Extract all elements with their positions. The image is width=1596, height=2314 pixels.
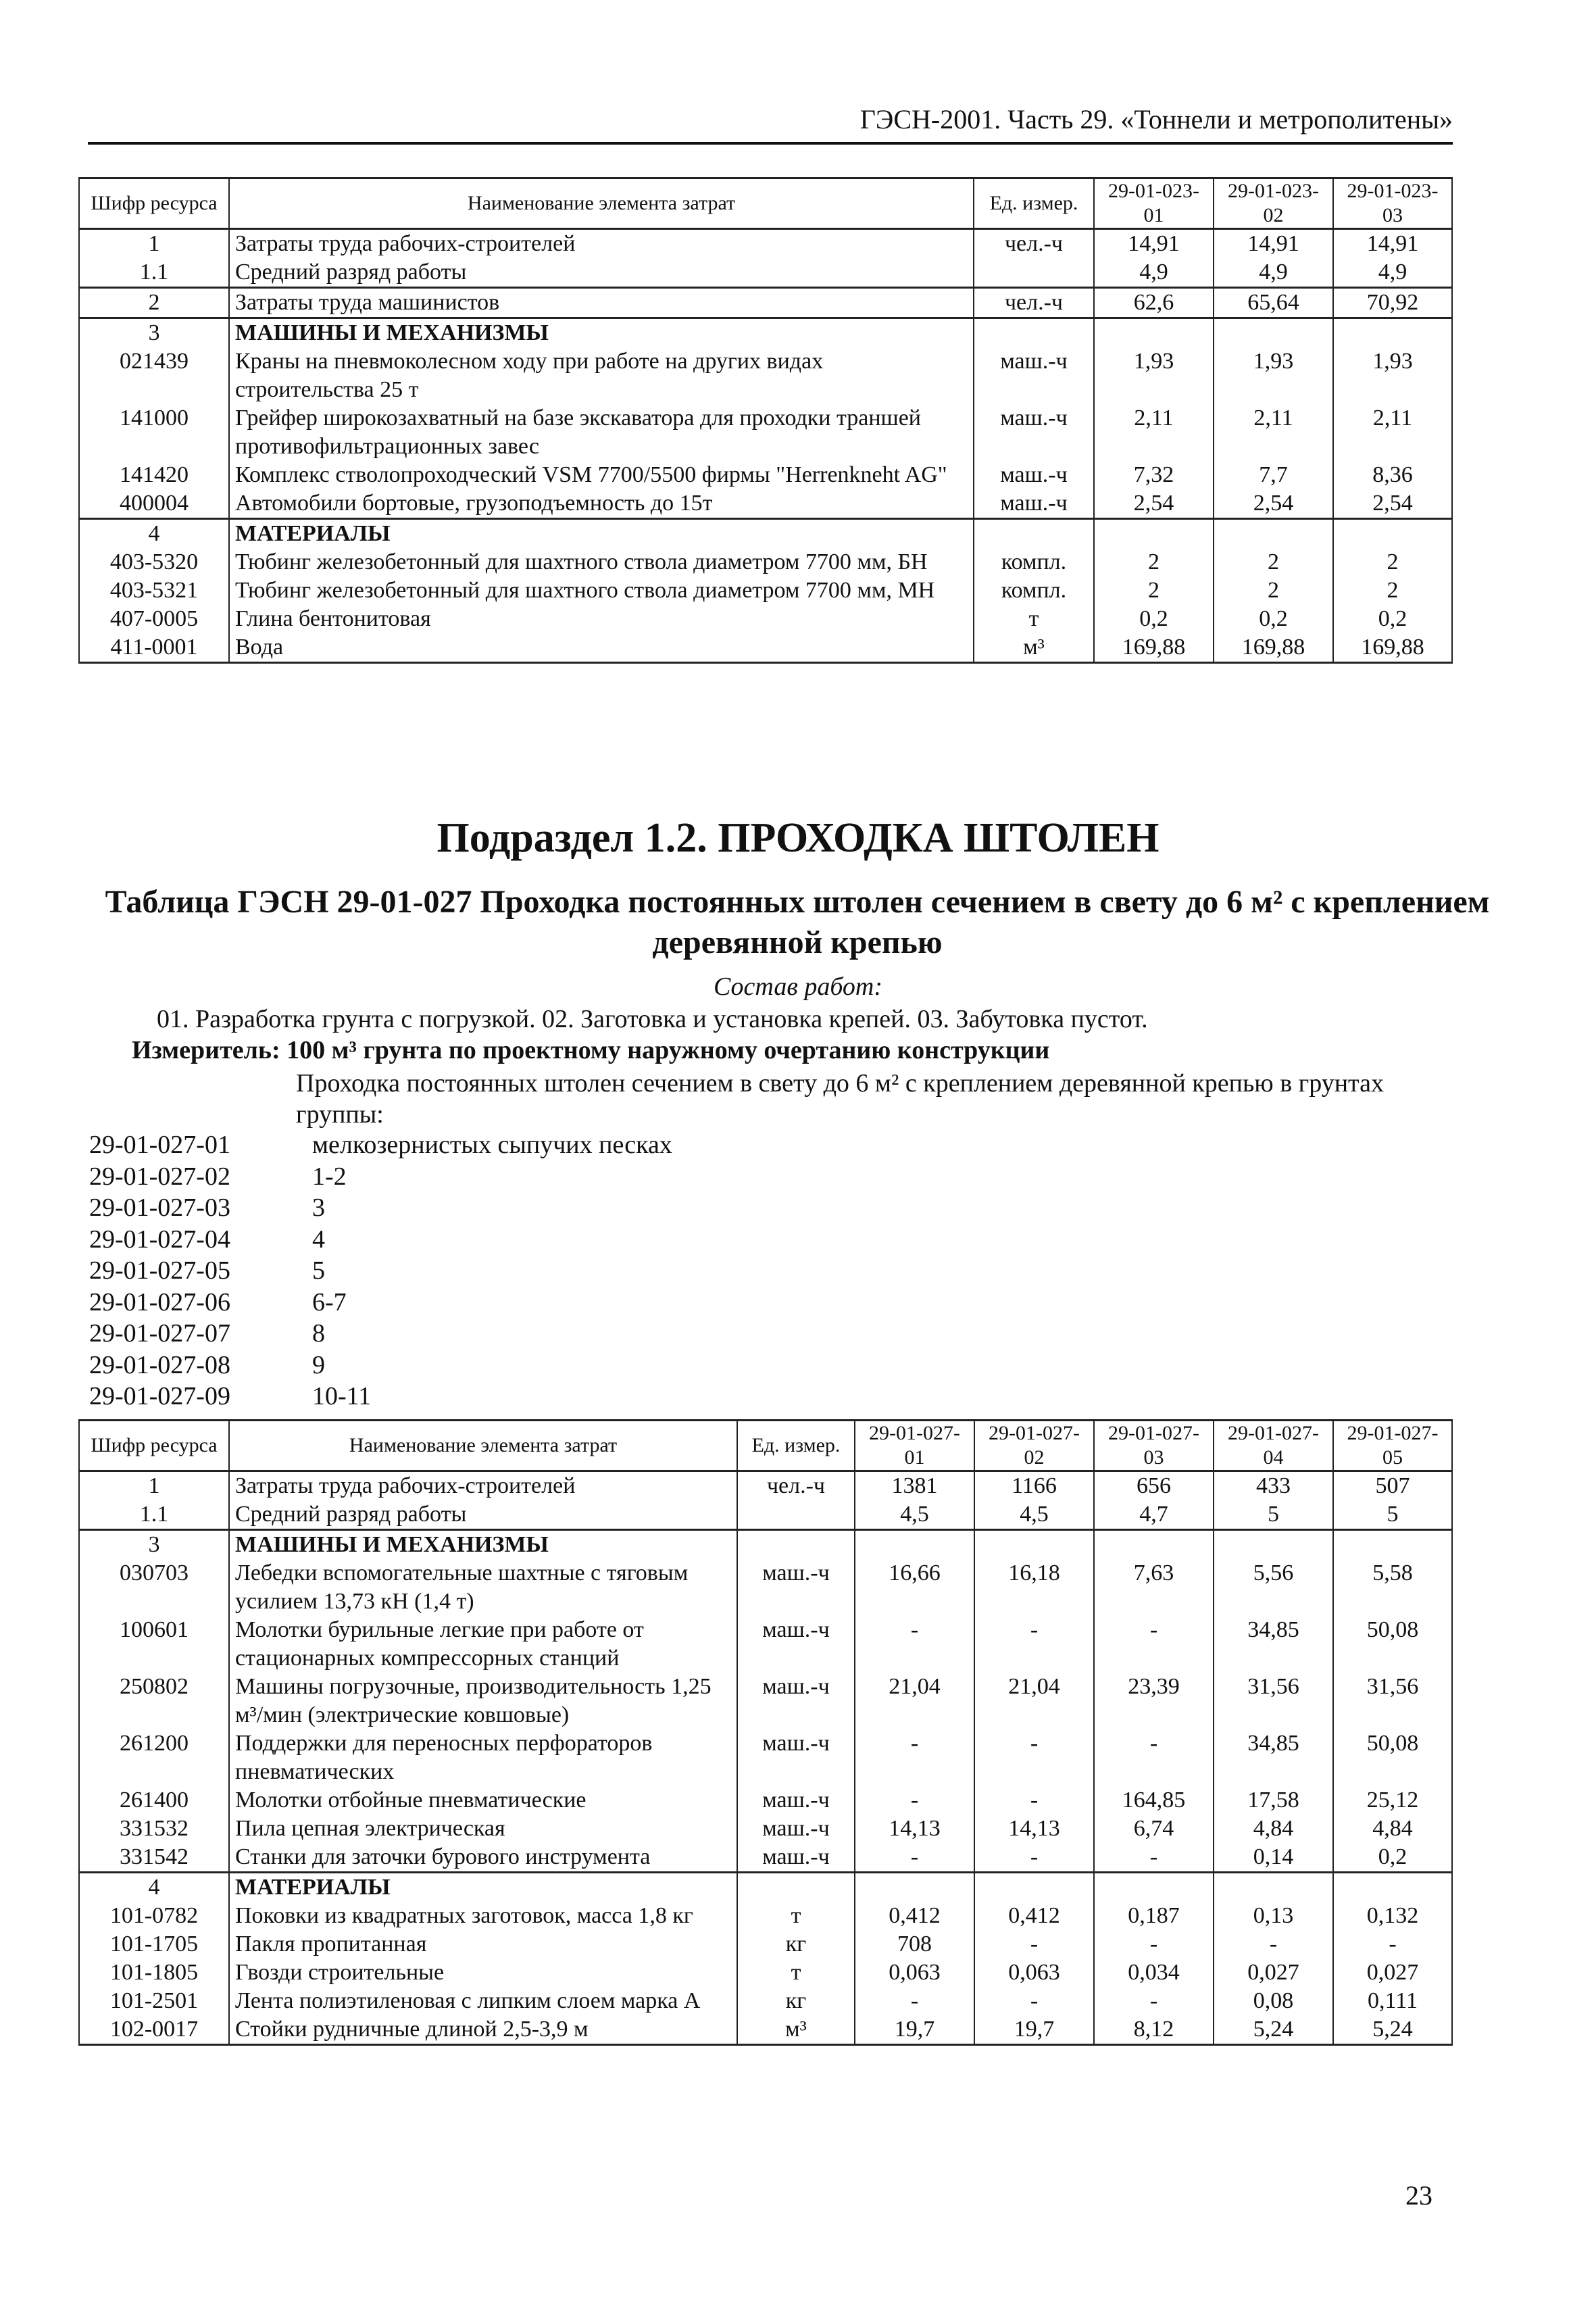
header-col: 29-01-027-01 xyxy=(855,1421,974,1471)
cell-value: - xyxy=(974,1930,1094,1959)
cell-value: 2 xyxy=(1094,548,1214,576)
cell-value: 4,7 xyxy=(1094,1500,1214,1530)
cell-name: Молотки бурильные легкие при работе от стационарных компрессорных станций xyxy=(229,1616,737,1673)
cell-value: - xyxy=(974,1786,1094,1815)
cell-value: - xyxy=(1094,1930,1214,1959)
cell-value: 5 xyxy=(1333,1500,1452,1530)
cell-unit: маш.-ч xyxy=(737,1673,855,1729)
cell-code: 021439 xyxy=(79,347,229,404)
cell-code: 4 xyxy=(79,519,229,549)
cell-value: 708 xyxy=(855,1930,974,1959)
table-row xyxy=(79,288,1452,318)
cell-code: 101-1805 xyxy=(79,1959,229,1987)
table-row xyxy=(79,229,1452,259)
cell-unit: т xyxy=(974,605,1094,633)
code-value: 3 xyxy=(312,1193,325,1222)
cell-code: 1 xyxy=(79,1471,229,1501)
table-row xyxy=(79,576,1452,605)
resource-table-023 xyxy=(78,177,1453,664)
page-number: 23 xyxy=(1405,2180,1432,2211)
code-value: 4 xyxy=(312,1225,325,1254)
code-list-item xyxy=(89,1224,672,1256)
header-col: 29-01-023-02 xyxy=(1214,178,1333,229)
cell-unit: маш.-ч xyxy=(737,1843,855,1873)
code-key: 29-01-027-08 xyxy=(89,1350,230,1379)
cell-name: Краны на пневмоколесном ходу при работе на других видах строительства 25 т xyxy=(229,347,974,404)
table-row xyxy=(79,404,1452,461)
subsection-title: Подраздел 1.2. ПРОХОДКА ШТОЛЕН xyxy=(437,815,1159,861)
cell-value xyxy=(1094,318,1214,348)
works-list: 01. Разработка грунта с погрузкой. 02. Заготовка и установка крепей. 03. Забутовка пустот. xyxy=(157,1005,1148,1033)
cell-unit xyxy=(974,519,1094,549)
table-row xyxy=(79,1873,1452,1902)
page-header: ГЭСН-2001. Часть 29. «Тоннели и метрополитены» xyxy=(88,103,1453,145)
cell-value: 1166 xyxy=(974,1471,1094,1501)
header-col: 29-01-023-01 xyxy=(1094,178,1214,229)
cell-value: 7,7 xyxy=(1214,461,1333,489)
code-key: 29-01-027-06 xyxy=(89,1287,230,1316)
code-list-item xyxy=(89,1318,672,1350)
cell-value xyxy=(1333,1530,1452,1560)
table-row xyxy=(79,318,1452,348)
cell-value: 50,08 xyxy=(1333,1616,1452,1673)
cell-name: Тюбинг железобетонный для шахтного ствола диаметром 7700 мм, МН xyxy=(229,576,974,605)
cell-value: 21,04 xyxy=(855,1673,974,1729)
cell-name: Станки для заточки бурового инструмента xyxy=(229,1843,737,1873)
cell-unit xyxy=(737,1530,855,1560)
cell-value: 62,6 xyxy=(1094,288,1214,318)
cell-value: 5,56 xyxy=(1214,1559,1333,1616)
cell-code: 400004 xyxy=(79,489,229,519)
code-list-item xyxy=(89,1129,672,1161)
cell-unit: компл. xyxy=(974,576,1094,605)
code-list-item xyxy=(89,1192,672,1224)
code-value: 10-11 xyxy=(312,1382,372,1410)
cell-code: 261400 xyxy=(79,1786,229,1815)
cell-code: 102-0017 xyxy=(79,2015,229,2045)
code-value: 6-7 xyxy=(312,1287,347,1316)
cell-unit xyxy=(737,1500,855,1530)
cell-value: 0,063 xyxy=(974,1959,1094,1987)
cell-value: 0,08 xyxy=(1214,1987,1333,2015)
table-row xyxy=(79,1930,1452,1959)
table-row xyxy=(79,1959,1452,1987)
cell-code: 100601 xyxy=(79,1616,229,1673)
table-title: Таблица ГЭСН 29-01-027 Проходка постоянных штолен сечением в свету до 6 м² с креплением деревянной крепью xyxy=(105,884,1490,960)
table-row xyxy=(79,1471,1452,1501)
cell-name: Комплекс стволопроходческий VSM 7700/5500 фирмы "Herrenkneht AG" xyxy=(229,461,974,489)
table-row xyxy=(79,519,1452,549)
cell-value: 0,2 xyxy=(1333,1843,1452,1873)
header-code: Шифр ресурса xyxy=(79,178,229,229)
cell-unit: м³ xyxy=(737,2015,855,2045)
header-col: 29-01-027-02 xyxy=(974,1421,1094,1471)
code-value: 5 xyxy=(312,1256,325,1285)
cell-code: 101-0782 xyxy=(79,1902,229,1930)
works-title: Состав работ: xyxy=(713,973,883,1001)
cell-value: 0,034 xyxy=(1094,1959,1214,1987)
code-value: 8 xyxy=(312,1319,325,1348)
code-list-item xyxy=(89,1350,672,1381)
cell-name: Стойки рудничные длиной 2,5-3,9 м xyxy=(229,2015,737,2045)
cell-value: 19,7 xyxy=(855,2015,974,2045)
cell-value xyxy=(1214,1530,1333,1560)
code-key: 29-01-027-05 xyxy=(89,1256,230,1285)
cell-unit: чел.-ч xyxy=(737,1471,855,1501)
header-col: 29-01-027-05 xyxy=(1333,1421,1452,1471)
cell-unit: маш.-ч xyxy=(737,1559,855,1616)
cell-name: Затраты труда машинистов xyxy=(229,288,974,318)
table-row xyxy=(79,1987,1452,2015)
cell-value xyxy=(1094,519,1214,549)
table-row xyxy=(79,1843,1452,1873)
cell-value: - xyxy=(974,1616,1094,1673)
code-value: 9 xyxy=(312,1350,325,1379)
cell-value: 433 xyxy=(1214,1471,1333,1501)
table-row xyxy=(79,1673,1452,1729)
table-row xyxy=(79,1559,1452,1616)
cell-name: Затраты труда рабочих-строителей xyxy=(229,1471,737,1501)
cell-value: 5,24 xyxy=(1333,2015,1452,2045)
cell-value: 21,04 xyxy=(974,1673,1094,1729)
table-row xyxy=(79,605,1452,633)
resource-table-027 xyxy=(78,1419,1453,2046)
cell-name: Поковки из квадратных заготовок, масса 1,8 кг xyxy=(229,1902,737,1930)
header-name: Наименование элемента затрат xyxy=(229,1421,737,1471)
cell-unit: т xyxy=(737,1902,855,1930)
cell-value: 0,187 xyxy=(1094,1902,1214,1930)
cell-unit: т xyxy=(737,1959,855,1987)
table-row xyxy=(79,461,1452,489)
cell-value: 2,11 xyxy=(1094,404,1214,461)
cell-value: 65,64 xyxy=(1214,288,1333,318)
cell-code: 3 xyxy=(79,318,229,348)
cell-value xyxy=(974,1873,1094,1902)
cell-unit: маш.-ч xyxy=(974,489,1094,519)
cell-value: - xyxy=(1094,1843,1214,1873)
cell-value: 16,18 xyxy=(974,1559,1094,1616)
cell-code: 3 xyxy=(79,1530,229,1560)
cell-value xyxy=(1333,519,1452,549)
cell-value: 19,7 xyxy=(974,2015,1094,2045)
cell-code: 407-0005 xyxy=(79,605,229,633)
cell-value: 0,412 xyxy=(855,1902,974,1930)
cell-value: - xyxy=(974,1843,1094,1873)
code-key: 29-01-027-02 xyxy=(89,1162,230,1191)
cell-value: 0,2 xyxy=(1094,605,1214,633)
cell-value xyxy=(855,1530,974,1560)
cell-name: Пакля пропитанная xyxy=(229,1930,737,1959)
cell-unit: чел.-ч xyxy=(974,288,1094,318)
cell-unit: компл. xyxy=(974,548,1094,576)
cell-value: 164,85 xyxy=(1094,1786,1214,1815)
cell-value: 2 xyxy=(1094,576,1214,605)
table-row xyxy=(79,347,1452,404)
meter-line: Измеритель: 100 м³ грунта по проектному наружному очертанию конструкции xyxy=(132,1036,1050,1064)
header-name: Наименование элемента затрат xyxy=(229,178,974,229)
cell-value: 0,412 xyxy=(974,1902,1094,1930)
cell-value: 31,56 xyxy=(1214,1673,1333,1729)
cell-value: 0,111 xyxy=(1333,1987,1452,2015)
code-list-item xyxy=(89,1161,672,1193)
cell-value: 14,91 xyxy=(1333,229,1452,259)
cell-value: - xyxy=(855,1729,974,1786)
cell-value: 4,84 xyxy=(1333,1815,1452,1843)
cell-value: 2,11 xyxy=(1333,404,1452,461)
cell-value: 34,85 xyxy=(1214,1616,1333,1673)
cell-value: - xyxy=(1094,1616,1214,1673)
cell-value: 14,91 xyxy=(1094,229,1214,259)
cell-value: 0,2 xyxy=(1333,605,1452,633)
code-list xyxy=(89,1129,672,1412)
cell-name: Средний разряд работы xyxy=(229,258,974,288)
header-row xyxy=(79,178,1452,229)
cell-value: 2,11 xyxy=(1214,404,1333,461)
cell-value: 34,85 xyxy=(1214,1729,1333,1786)
cell-value: 7,32 xyxy=(1094,461,1214,489)
cell-code: 250802 xyxy=(79,1673,229,1729)
cell-value xyxy=(1214,318,1333,348)
cell-value: - xyxy=(855,1616,974,1673)
code-key: 29-01-027-01 xyxy=(89,1131,230,1159)
cell-name: Средний разряд работы xyxy=(229,1500,737,1530)
cell-value: 5,58 xyxy=(1333,1559,1452,1616)
cell-code: 1.1 xyxy=(79,1500,229,1530)
cell-value: 4,5 xyxy=(974,1500,1094,1530)
cell-value: 5 xyxy=(1214,1500,1333,1530)
cell-code: 403-5321 xyxy=(79,576,229,605)
cell-code: 2 xyxy=(79,288,229,318)
cell-value: 169,88 xyxy=(1214,633,1333,663)
cell-value xyxy=(1214,1873,1333,1902)
cell-value: 14,13 xyxy=(974,1815,1094,1843)
cell-value: 25,12 xyxy=(1333,1786,1452,1815)
cell-unit: маш.-ч xyxy=(737,1786,855,1815)
cell-value: 7,63 xyxy=(1094,1559,1214,1616)
cell-code: 261200 xyxy=(79,1729,229,1786)
cell-value: 1,93 xyxy=(1214,347,1333,404)
header-col: 29-01-027-03 xyxy=(1094,1421,1214,1471)
code-list-item xyxy=(89,1255,672,1287)
cell-value: 4,9 xyxy=(1214,258,1333,288)
cell-name: Лента полиэтиленовая с липким слоем марка А xyxy=(229,1987,737,2015)
cell-value: 169,88 xyxy=(1333,633,1452,663)
cell-name: МАТЕРИАЛЫ xyxy=(229,1873,737,1902)
table-row xyxy=(79,1815,1452,1843)
cell-value: 4,5 xyxy=(855,1500,974,1530)
code-value: 1-2 xyxy=(312,1162,347,1191)
cell-value: 14,91 xyxy=(1214,229,1333,259)
table-row xyxy=(79,633,1452,663)
cell-unit: кг xyxy=(737,1930,855,1959)
cell-value: 0,132 xyxy=(1333,1902,1452,1930)
cell-name: Автомобили бортовые, грузоподъемность до 15т xyxy=(229,489,974,519)
cell-value: 16,66 xyxy=(855,1559,974,1616)
header-row xyxy=(79,1421,1452,1471)
cell-unit xyxy=(974,318,1094,348)
cell-value: 0,063 xyxy=(855,1959,974,1987)
cell-value: 2 xyxy=(1333,576,1452,605)
cell-value: 4,9 xyxy=(1094,258,1214,288)
cell-value: 17,58 xyxy=(1214,1786,1333,1815)
table-row xyxy=(79,1500,1452,1530)
cell-unit: чел.-ч xyxy=(974,229,1094,259)
cell-value: 1,93 xyxy=(1333,347,1452,404)
cell-unit: маш.-ч xyxy=(974,347,1094,404)
code-key: 29-01-027-04 xyxy=(89,1225,230,1254)
code-key: 29-01-027-09 xyxy=(89,1382,230,1410)
cell-value: 4,9 xyxy=(1333,258,1452,288)
cell-value: 169,88 xyxy=(1094,633,1214,663)
cell-name: Поддержки для переносных перфораторов пневматических xyxy=(229,1729,737,1786)
cell-value: 507 xyxy=(1333,1471,1452,1501)
cell-value: 656 xyxy=(1094,1471,1214,1501)
cell-value: 0,2 xyxy=(1214,605,1333,633)
cell-value: 14,13 xyxy=(855,1815,974,1843)
cell-value: - xyxy=(1094,1987,1214,2015)
code-key: 29-01-027-07 xyxy=(89,1319,230,1348)
cell-value: - xyxy=(855,1987,974,2015)
cell-name: Гвозди строительные xyxy=(229,1959,737,1987)
cell-code: 4 xyxy=(79,1873,229,1902)
cell-code: 141420 xyxy=(79,461,229,489)
cell-value: 0,14 xyxy=(1214,1843,1333,1873)
cell-value: 2 xyxy=(1333,548,1452,576)
cell-value: - xyxy=(855,1786,974,1815)
code-list-item xyxy=(89,1381,672,1412)
cell-code: 403-5320 xyxy=(79,548,229,576)
cell-value: 0,13 xyxy=(1214,1902,1333,1930)
cell-value xyxy=(1094,1873,1214,1902)
table-row xyxy=(79,2015,1452,2045)
cell-unit: маш.-ч xyxy=(974,461,1094,489)
intro-text: Проходка постоянных штолен сечением в свету до 6 м² с креплением деревянной крепью в грунтах группы: xyxy=(296,1069,1384,1129)
cell-value: 8,36 xyxy=(1333,461,1452,489)
cell-name: Тюбинг железобетонный для шахтного ствола диаметром 7700 мм, БН xyxy=(229,548,974,576)
header-col: 29-01-027-04 xyxy=(1214,1421,1333,1471)
cell-value: - xyxy=(974,1987,1094,2015)
cell-name: Молотки отбойные пневматические xyxy=(229,1786,737,1815)
cell-name: МАТЕРИАЛЫ xyxy=(229,519,974,549)
cell-unit xyxy=(974,258,1094,288)
cell-unit xyxy=(737,1873,855,1902)
cell-code: 1.1 xyxy=(79,258,229,288)
cell-value: - xyxy=(855,1843,974,1873)
cell-name: Вода xyxy=(229,633,974,663)
cell-value: - xyxy=(974,1729,1094,1786)
cell-unit: маш.-ч xyxy=(974,404,1094,461)
table-row xyxy=(79,258,1452,288)
header-unit: Ед. измер. xyxy=(974,178,1094,229)
table-row xyxy=(79,1729,1452,1786)
cell-unit: маш.-ч xyxy=(737,1815,855,1843)
cell-code: 030703 xyxy=(79,1559,229,1616)
cell-name: Затраты труда рабочих-строителей xyxy=(229,229,974,259)
cell-value: 5,24 xyxy=(1214,2015,1333,2045)
cell-code: 1 xyxy=(79,229,229,259)
cell-name: МАШИНЫ И МЕХАНИЗМЫ xyxy=(229,1530,737,1560)
cell-value xyxy=(1333,318,1452,348)
cell-name: Машины погрузочные, производительность 1,25 м³/мин (электрические ковшовые) xyxy=(229,1673,737,1729)
cell-value xyxy=(1094,1530,1214,1560)
table-row xyxy=(79,489,1452,519)
cell-value: 31,56 xyxy=(1333,1673,1452,1729)
cell-code: 101-2501 xyxy=(79,1987,229,2015)
cell-value: 2 xyxy=(1214,576,1333,605)
cell-name: Лебедки вспомогательные шахтные с тяговым усилием 13,73 кН (1,4 т) xyxy=(229,1559,737,1616)
cell-value: 0,027 xyxy=(1214,1959,1333,1987)
cell-unit: м³ xyxy=(974,633,1094,663)
header-unit: Ед. измер. xyxy=(737,1421,855,1471)
table-row xyxy=(79,1786,1452,1815)
table-row xyxy=(79,1530,1452,1560)
cell-value: 6,74 xyxy=(1094,1815,1214,1843)
code-value: мелкозернистых сыпучих песках xyxy=(312,1131,672,1159)
cell-value: - xyxy=(1333,1930,1452,1959)
cell-value: - xyxy=(1094,1729,1214,1786)
cell-value: 1,93 xyxy=(1094,347,1214,404)
cell-value: 2,54 xyxy=(1094,489,1214,519)
cell-value: 70,92 xyxy=(1333,288,1452,318)
header-code: Шифр ресурса xyxy=(79,1421,229,1471)
cell-value xyxy=(855,1873,974,1902)
cell-value: 2 xyxy=(1214,548,1333,576)
cell-code: 411-0001 xyxy=(79,633,229,663)
cell-value: 23,39 xyxy=(1094,1673,1214,1729)
cell-value: - xyxy=(1214,1930,1333,1959)
cell-code: 101-1705 xyxy=(79,1930,229,1959)
cell-unit: маш.-ч xyxy=(737,1616,855,1673)
cell-value: 2,54 xyxy=(1333,489,1452,519)
header-col: 29-01-023-03 xyxy=(1333,178,1452,229)
cell-value xyxy=(1214,519,1333,549)
cell-value: 50,08 xyxy=(1333,1729,1452,1786)
cell-value: 0,027 xyxy=(1333,1959,1452,1987)
cell-code: 331542 xyxy=(79,1843,229,1873)
cell-code: 331532 xyxy=(79,1815,229,1843)
table-row xyxy=(79,548,1452,576)
cell-name: Глина бентонитовая xyxy=(229,605,974,633)
cell-name: МАШИНЫ И МЕХАНИЗМЫ xyxy=(229,318,974,348)
cell-value: 2,54 xyxy=(1214,489,1333,519)
table-row xyxy=(79,1616,1452,1673)
cell-value: 4,84 xyxy=(1214,1815,1333,1843)
cell-unit: кг xyxy=(737,1987,855,2015)
cell-value xyxy=(1333,1873,1452,1902)
code-key: 29-01-027-03 xyxy=(89,1193,230,1222)
cell-value xyxy=(974,1530,1094,1560)
cell-code: 141000 xyxy=(79,404,229,461)
table-row xyxy=(79,1902,1452,1930)
cell-unit: маш.-ч xyxy=(737,1729,855,1786)
cell-value: 8,12 xyxy=(1094,2015,1214,2045)
code-list-item xyxy=(89,1287,672,1319)
cell-name: Пила цепная электрическая xyxy=(229,1815,737,1843)
cell-name: Грейфер широкозахватный на базе экскаватора для проходки траншей противофильтрационных завес xyxy=(229,404,974,461)
cell-value: 1381 xyxy=(855,1471,974,1501)
